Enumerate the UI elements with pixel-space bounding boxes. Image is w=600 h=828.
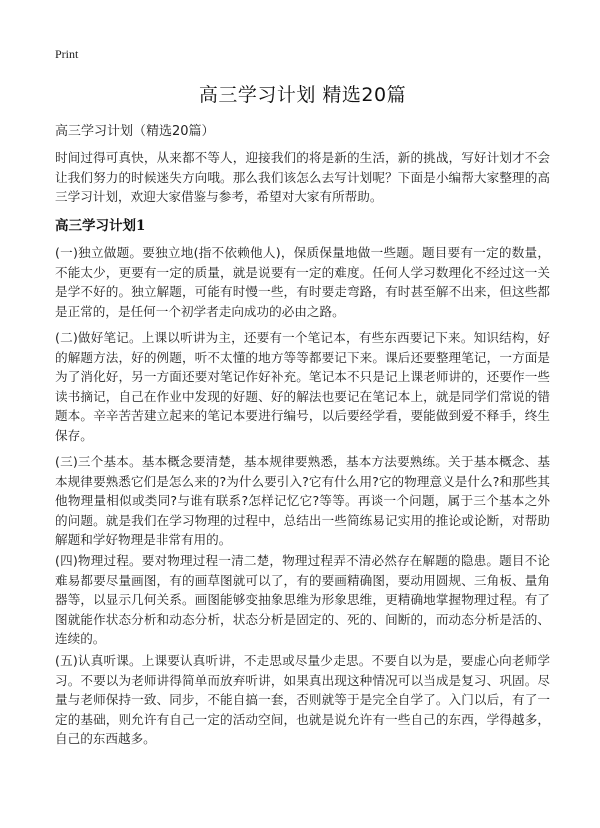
print-label[interactable]: Print xyxy=(55,47,79,61)
paragraph-three-basics: (三)三个基本。基本概念要清楚，基本规律要熟悉，基本方法要熟练。关于基本概念、基本规律要熟悉它们是怎么来的?为什么要引入?它有什么用?它的物理意义是什么?和那些其他物理量相似或类同?与谁有联系?怎样记忆它?等等。再谈一个问题，属于三个基本之外的问题。就是我们在学习物理的过程中，总结出一些简练易记实用的推论或论断，对帮助解题和学好物理是非常有用的。 xyxy=(55,454,550,548)
document-subtitle: 高三学习计划（精选20篇） xyxy=(55,124,215,139)
paragraph-note-taking: (二)做好笔记。上课以听讲为主，还要有一个笔记本，有些东西要记下来。知识结构，好的解题方法，好的例题，听不太懂的地方等等都要记下来。课后还要整理笔记，一方面是为了消化好，另一方面还要对笔记作好补充。笔记本不只是记上课老师讲的，还要作一些读书摘记，自己在作业中发现的好题、好的解法也要记在笔记本上，就是同学们常说的错题本。辛辛苦苦建立起来的笔记本要进行编号，以后要经学看，要能做到爱不释手，终生保存。 xyxy=(55,330,550,443)
section-heading: 高三学习计划1 xyxy=(55,218,146,234)
paragraph-attentive-listening: (五)认真听课。上课要认真听讲，不走思或尽量少走思。不要自以为是，要虚心向老师学习。不要以为老师讲得简单而放弃听讲，如果真出现这种情况可以当成是复习、巩固。尽量与老师保持一致、同步，不能自搞一套，否则就等于是完全自学了。入门以后，有了一定的基础，则允许有自己一定的活动空间，也就是说允许有一些自己的东西，学得越多，自己的东西越多。 xyxy=(55,653,550,747)
paragraph-independent-practice: (一)独立做题。要独立地(指不依赖他人)，保质保量地做一些题。题目要有一定的数量，不能太少，更要有一定的质量，就是说要有一定的难度。任何人学习数理化不经过这一关是学不好的。独立解题，可能有时慢一些，有时要走弯路，有时甚至解不出来，但这些都是正常的，是任何一个初学者走向成功的必由之路。 xyxy=(55,245,550,319)
paragraph-physical-process: (四)物理过程。要对物理过程一清二楚，物理过程弄不清必然存在解题的隐患。题目不论难易都要尽量画图，有的画草图就可以了，有的要画精确图，要动用圆规、三角板、量角器等，以显示几何关系。画图能够变抽象思维为形象思维，更精确地掌握物理过程。有了图就能作状态分析和动态分析，状态分析是固定的、死的、间断的，而动态分析是活的、连续的。 xyxy=(55,553,550,647)
intro-paragraph: 时间过得可真快，从来都不等人，迎接我们的将是新的生活，新的挑战，写好计划才不会让我们努力的时候迷失方向哦。那么我们该怎么去写计划呢？下面是小编帮大家整理的高三学习计划，欢迎大家借鉴与参考，希望对大家有所帮助。 xyxy=(55,150,550,205)
page-title: 高三学习计划 精选20篇 xyxy=(198,84,407,106)
